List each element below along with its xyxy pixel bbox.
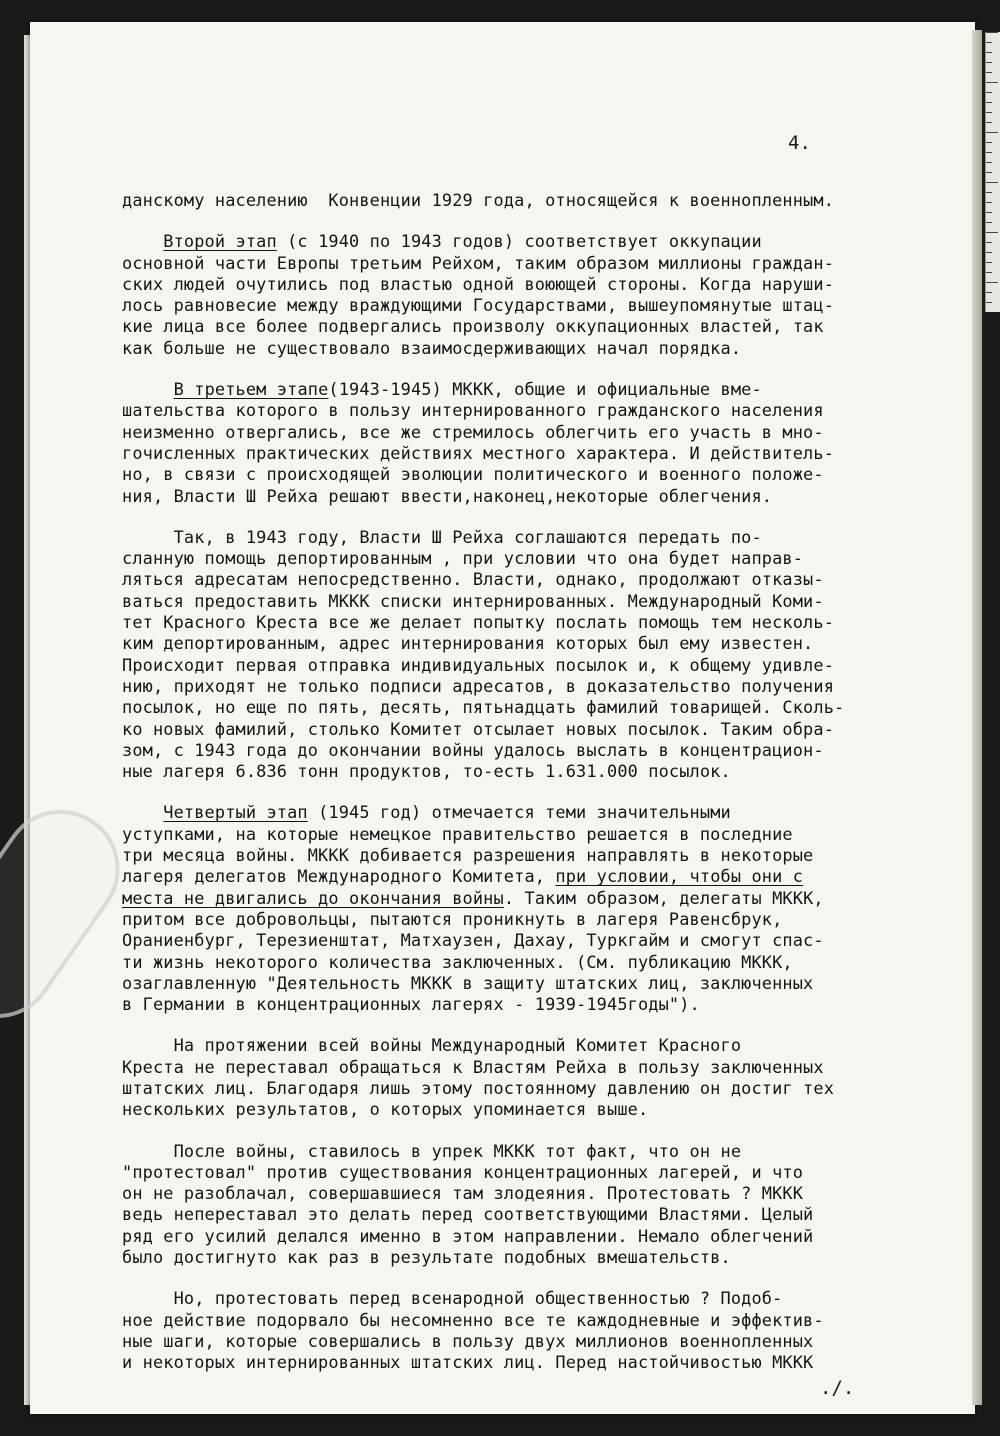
ruler-tick [986,212,992,213]
text-line [122,379,922,400]
text-segment: но, в связи с происходящей эволюции политического и военного положе- [122,464,824,485]
text-segment: неизменно отвергались, все же стремилось облегчить его участь в мно- [122,421,824,442]
text-segment: Происходит первая отправка индивидуальных посылок и, к общему удивле- [122,654,835,675]
text-segment: три месяца войны. МККК добивается разрешения направлять в некоторые [122,845,814,866]
ruler-tick [986,272,992,273]
text-segment: На протяжении всей войны Международный Комитет Красного [122,1035,742,1056]
text-line [122,973,922,994]
text-line [122,952,922,973]
text-line [122,486,922,507]
text-line [122,802,922,823]
text-segment: ким депортированным, адрес интернирования которых был ему известен. [122,633,814,654]
text-segment: сланную помощь депортированным , при условии что она будет направ- [122,548,804,569]
ruler-tick [986,262,992,263]
text-segment [122,379,174,399]
text-line [122,697,922,718]
text-segment: тет Красного Креста все же делает попытку послать помощь тем несколь- [122,612,835,633]
text-line [122,866,922,887]
text-line [122,994,922,1015]
text-segment: данскому населению Конвенции 1929 года, относящейся к военнопленным. [122,190,835,210]
text-line [122,761,922,782]
text-segment: зом, с 1943 года до окончании войны удалось выслать в концентрацион- [122,739,824,760]
text-line [122,190,922,211]
text-segment: Так, в 1943 году, Власти Ш Рейха соглашаются передать по- [122,526,762,547]
text-line [122,1078,922,1099]
text-line [122,719,922,740]
document-page [30,22,975,1414]
paragraph-gap [122,782,922,802]
ruler-tick [986,92,992,93]
text-line [122,527,922,548]
text-segment: притом все добровольцы, пытаются проникнуть в лагеря Равенсбрук, [122,908,783,929]
text-line [122,740,922,761]
text-line [122,655,922,676]
text-line [122,845,922,866]
text-segment: ведь непереставал это делать перед соответствующими Властями. Целый [122,1204,814,1225]
ruler-tick [986,162,992,163]
ruler-tick [986,292,992,293]
text-segment: озаглавленную "Деятельность МККК в защиту штатских лиц, заключенных [122,972,814,993]
text-line [122,1352,922,1373]
text-segment: посылок, но еще по пять, десять, пятьнадцать фамилий товарищей. Сколь- [122,697,845,718]
text-line [122,1183,922,1204]
text-segment: Ораниенбург, Терезиенштат, Матхаузен, Дахау, Туркгайм и смогут спас- [122,930,824,951]
text-line [122,316,922,337]
text-line [122,400,922,421]
ruler-tick [986,232,998,233]
text-segment: ваться предоставить МККК списки интернированных. Международный Коми- [122,590,824,611]
ruler-tick [986,142,992,143]
text-segment: ное действие подорвало бы несомненно все те каждодневные и эффектив- [122,1309,824,1330]
text-segment: ти жизнь некоторого количества заключенных. (См. публикацию МККК, [122,951,793,972]
text-line [122,1141,922,1162]
text-segment: ния, Власти Ш Рейха решают ввести,наконец,некоторые облегчения. [122,485,773,506]
scale-ruler [985,32,1000,312]
text-segment: ные лагеря 6.836 тонн продуктов, то-есть 1.631.000 посылок. [122,761,731,782]
text-line [122,824,922,845]
text-segment: ряд его усилий делался именно в этом направлении. Немало облегчений [122,1225,814,1246]
text-line [122,231,922,252]
text-segment: (с 1940 по 1943 годов) соответствует оккупации [276,231,762,252]
ruler-tick [986,302,992,303]
text-segment: Креста не переставал обращаться к Властям Рейха в пользу заключенных [122,1056,824,1077]
page-right-edge [972,30,982,1405]
text-segment: шательства которого в пользу интернированного гражданского населения [122,400,824,421]
text-line [122,591,922,612]
text-line [122,295,922,316]
text-line [122,1099,922,1120]
text-line [122,1162,922,1183]
text-line [122,1288,922,1309]
text-line [122,548,922,569]
text-line [122,909,922,930]
continuation-mark: ./. [820,1377,855,1399]
text-line [122,338,922,359]
text-segment: нию, приходят не только подписи адресатов, в доказательство получения [122,675,835,696]
text-segment: ные шаги, которые совершались в пользу двух миллионов военнопленных [122,1330,814,1351]
text-line [122,612,922,633]
underlined-text: при условии, чтобы они с [555,866,804,887]
ruler-tick [986,112,992,113]
text-segment [122,802,163,822]
ruler-tick [986,72,992,73]
text-line [122,888,922,909]
ruler-tick [986,282,998,283]
ruler-tick [986,152,992,153]
text-line [122,274,922,295]
text-segment: как больше не существовало взаимосдерживающих начал порядка. [122,337,742,358]
ruler-tick [986,52,992,53]
text-segment: кие лица все более подвергались произволу оккупационных властей, так [122,316,824,337]
underlined-text: места не двигались до окончания войны [122,887,504,908]
ruler-tick [986,182,998,183]
ruler-tick [986,122,992,123]
text-line [122,633,922,654]
text-segment: лось равновесие между враждующими Государствами, вышеупомянутые штац- [122,295,835,316]
text-line [122,930,922,951]
text-segment: в Германии в концентрационных лагерях - 1939-1945годы"). [122,994,700,1015]
text-segment [122,231,163,251]
paragraph-gap [122,1015,922,1035]
text-segment: штатских лиц. Благодаря лишь этому постоянному давлению он достиг тех [122,1077,835,1098]
document-body [122,190,922,1374]
ruler-tick [986,32,998,33]
paragraph-gap [122,507,922,527]
text-segment: ляться адресатам непосредственно. Власти, однако, продолжают отказы- [122,569,824,590]
ruler-tick [986,62,992,63]
text-line [122,1331,922,1352]
text-segment: было достигнуто как раз в результате подобных вмешательств. [122,1247,731,1268]
ruler-tick [986,82,998,83]
underlined-text: Четвертый этап [163,802,308,823]
text-segment: После войны, ставилось в упрек МККК тот факт, что он не [122,1140,742,1161]
ruler-tick [986,132,998,133]
ruler-tick [986,42,992,43]
text-segment: (1943-1945) МККК, общие и официальные вме- [328,379,762,400]
text-line [122,1204,922,1225]
text-segment: "протестовал" против существования концентрационных лагерей, и что [122,1161,804,1182]
text-segment: и некоторых интернированных штатских лиц. Перед настойчивостью МККК [122,1352,814,1373]
paragraph-gap [122,1121,922,1141]
text-line [122,422,922,443]
text-segment: он не разоблачал, совершавшиеся там злодеяния. Протестовать ? МККК [122,1183,804,1204]
text-segment: лагеря делегатов Международного Комитета, [122,866,556,887]
paragraph-gap [122,1268,922,1288]
ruler-tick [986,252,992,253]
underlined-text: В третьем этапе [173,379,329,400]
text-line [122,443,922,464]
text-segment: Но, протестовать перед всенародной общественностью ? Подоб- [122,1288,783,1309]
ruler-tick [986,202,992,203]
text-segment: уступками, на которые немецкое правительство решается в последние [122,823,793,844]
text-segment: нескольких результатов, о которых упоминается выше. [122,1099,649,1120]
text-line [122,1057,922,1078]
ruler-tick [986,222,992,223]
text-line [122,1226,922,1247]
ruler-tick [986,242,992,243]
paragraph-gap [122,211,922,231]
text-line [122,464,922,485]
text-line [122,253,922,274]
text-segment: гочисленных практических действиях местного характера. И действитель- [122,442,835,463]
ruler-tick [986,172,992,173]
text-segment: ских людей очутились под властью одной воюющей стороны. Когда наруши- [122,273,835,294]
text-line [122,1310,922,1331]
text-line [122,569,922,590]
text-segment: основной части Европы третьим Рейхом, таким образом миллионы граждан- [122,252,835,273]
ruler-tick [986,102,992,103]
ruler-tick [986,192,992,193]
text-line [122,1035,922,1056]
text-line [122,676,922,697]
text-segment: . Таким образом, делегаты МККК, [503,887,824,908]
text-segment: ко новых фамилий, столько Комитет отсылает новых посылок. Таким обра- [122,718,835,739]
text-segment: (1945 год) отмечается теми значительными [307,802,731,823]
underlined-text: Второй этап [163,231,277,252]
page-number: 4. [788,132,811,154]
text-line [122,1247,922,1268]
paragraph-gap [122,359,922,379]
